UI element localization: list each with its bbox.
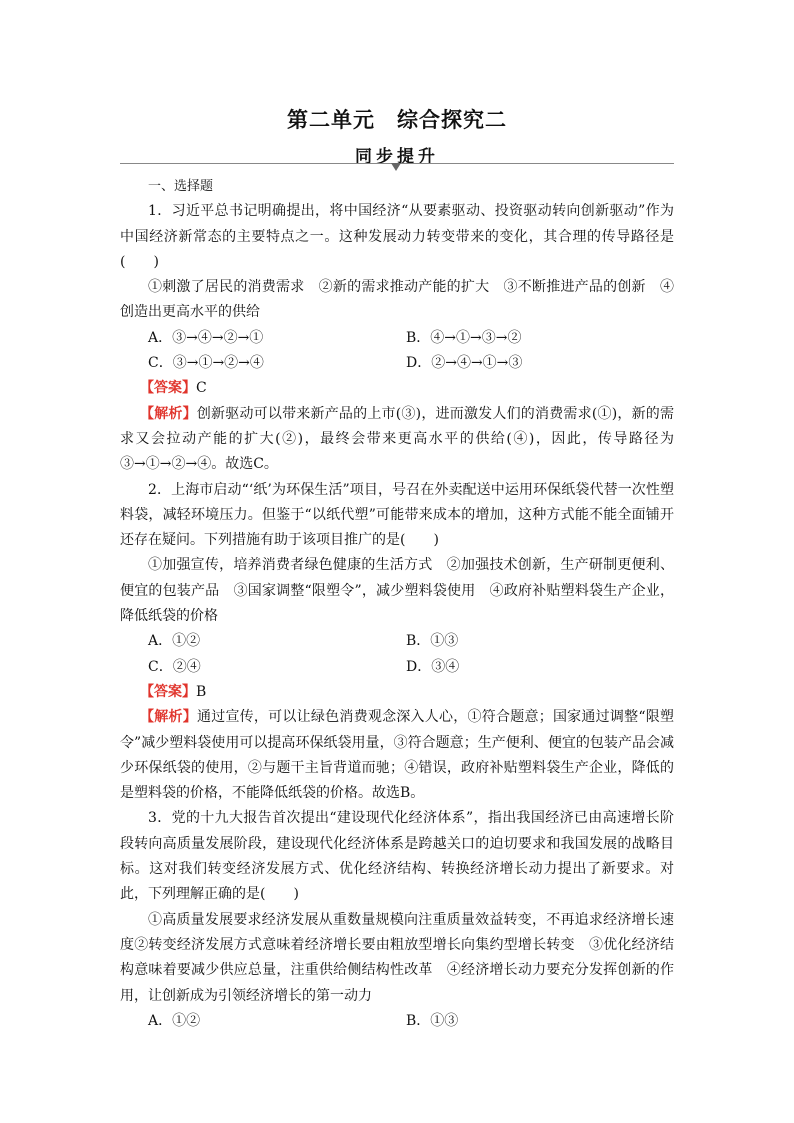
question-3-stem: 3．党的十九大报告首次提出“建设现代化经济体系”，指出我国经济已由高速增长阶段转向高质量发展阶段，建设现代化经济体系是跨越关口的迫切要求和我国发展的战略目标。这对我们转变经济发展方式、优化经济结构、转换经济增长动力提出了新要求。对此，下列理解正确的是( ): [120, 810, 674, 903]
explanation-tag: 【解析】: [140, 405, 197, 422]
question-list: [120, 174, 674, 1034]
question-3-items: ①高质量发展要求经济发展从重数量规模向注重质量效益转变，不再追求经济增长速度②转变经济发展方式意味着经济增长要由粗放型增长向集约型增长转变 ③优化经济结构意味着要减少供应总量，注重供给侧结构性改革 ④经济增长动力要充分发挥创新的作用，让创新成为引领经济增长的第一动力: [120, 911, 674, 1004]
divider-triangle-icon: [391, 163, 401, 171]
question-2-answer-value: B: [196, 683, 207, 700]
question-1-options-row-1: [120, 326, 674, 351]
answer-tag: 【答案】: [140, 380, 196, 397]
question-1-explanation-text: 创新驱动可以带来新产品的上市(③)，进而激发人们的消费需求(①)，新的需求又会拉动产能的扩大(②)，最终会带来更高水平的供给(④)，因此，传导路径为③→①→②→④。故选C。: [120, 405, 674, 473]
section-heading: 一、选择题: [148, 179, 214, 194]
answer-tag: 【答案】: [140, 683, 196, 700]
question-2-answer: [120, 680, 674, 705]
question-1-items: ①刺激了居民的消费需求 ②新的需求推动产能的扩大 ③不断推进产品的创新 ④创造出更高水平的供给: [120, 279, 674, 321]
question-3-option-b: B．①③: [406, 1012, 459, 1029]
question-1-explanation: [120, 402, 674, 478]
question-1-answer-value: C: [196, 380, 207, 397]
question-2-explanation: [120, 705, 674, 806]
page-title: 第二单元 综合探究二: [287, 108, 507, 132]
explanation-tag: 【解析】: [140, 709, 197, 726]
question-1-option-d: D．②→④→①→③: [406, 355, 523, 372]
question-3-options-row-1: [120, 1009, 674, 1034]
question-2-option-b: B．①③: [406, 633, 459, 650]
question-2-items: ①加强宣传，培养消费者绿色健康的生活方式 ②加强技术创新，生产研制更便利、便宜的包装产品 ③国家调整“限塑令”，减少塑料袋使用 ④政府补贴塑料袋生产企业，降低纸袋的价格: [120, 557, 674, 625]
question-1-answer: [120, 376, 674, 401]
question-2-stem: 2．上海市启动“‘纸’为环保生活”项目，号召在外卖配送中运用环保纸袋代替一次性塑料袋，减轻环境压力。但鉴于“以纸代塑”可能带来成本的增加，这种方式能不能全面铺开还存在疑问。下列措施有助于该项目推广的是( ): [120, 481, 674, 549]
question-2-options-row-2: [120, 655, 674, 680]
question-3-option-a: A．①②: [148, 1012, 201, 1029]
question-2-option-d: D．③④: [406, 658, 460, 675]
question-1-stem: 1．习近平总书记明确提出，将中国经济“从要素驱动、投资驱动转向创新驱动”作为中国经济新常态的主要特点之一。这种发展动力转变带来的变化，其合理的传导路径是( ): [120, 203, 674, 270]
question-1-option-a: A．③→④→②→①: [148, 329, 264, 346]
page-subtitle: 同步提升: [355, 147, 439, 167]
question-2-option-a: A．①②: [148, 633, 201, 650]
question-2-options-row-1: [120, 629, 674, 654]
question-2-explanation-text: 通过宣传，可以让绿色消费观念深入人心，①符合题意；国家通过调整“限塑令”减少塑料袋使用可以提高环保纸袋用量，③符合题意；生产便利、便宜的包装产品会减少环保纸袋的使用，②与题干主旨背道而驰；④错误，政府补贴塑料袋生产企业，降低的是塑料袋的价格，不能降低纸袋的价格。故选B。: [120, 709, 675, 802]
question-1-option-b: B．④→①→③→②: [406, 329, 522, 346]
question-2-option-c: C．②④: [148, 658, 201, 675]
question-1-options-row-2: [120, 351, 674, 376]
question-1-option-c: C．③→①→②→④: [148, 355, 264, 372]
